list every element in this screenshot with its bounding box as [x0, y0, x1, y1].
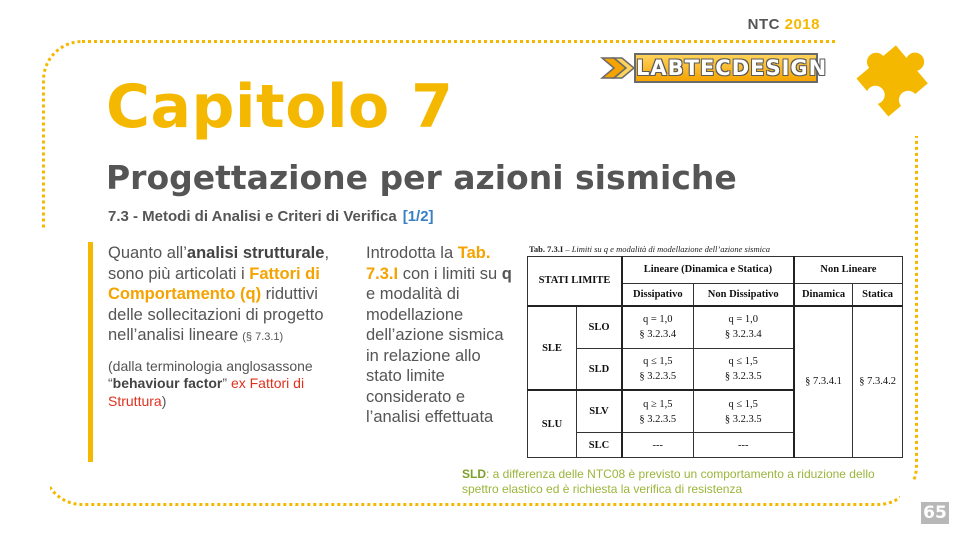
header-dissipativo: Dissipativo	[622, 283, 693, 306]
chevron-icon	[600, 56, 636, 80]
header-lineare: Lineare (Dinamica e Statica)	[622, 257, 794, 284]
row-slv: SLV	[577, 390, 623, 432]
header-dinamica: Dinamica	[794, 283, 853, 306]
accent-bar	[88, 242, 93, 462]
terminology-note: (dalla terminologia anglosassone “behaviour factor” ex Fattori di Struttura)	[108, 357, 313, 409]
row-slu: SLU	[528, 390, 577, 457]
page-number: 65	[921, 502, 949, 524]
section-heading: 7.3 - Metodi di Analisi e Criteri di Verifica [1/2]	[108, 208, 434, 225]
ntc-label: NTC 2018	[747, 16, 820, 33]
header-stati-limite: STATI LIMITE	[528, 257, 623, 306]
logo	[600, 52, 828, 84]
footnote: SLD: a differenza delle NTC08 è previsto un comportamento a riduzione dello spettro elastico ed è richiesta la verifica di resistenza	[462, 467, 875, 496]
page-indicator: [1/2]	[402, 208, 434, 225]
table-caption: Tab. 7.3.I – Limiti su q e modalità di modellazione dell’azione sismica	[529, 244, 771, 254]
section-reference: (§ 7.3.1)	[242, 331, 284, 343]
row-slo: SLO	[577, 306, 623, 348]
table-row: SLD q ≤ 1,5 § 3.2.3.5 q ≤ 1,5 § 3.2.3.5	[528, 348, 903, 390]
puzzle-icon	[842, 30, 934, 122]
header-statica: Statica	[853, 283, 903, 306]
logo-text: LABTECDESIGN	[634, 53, 818, 83]
page-title: Capitolo 7	[106, 72, 454, 142]
text-column-middle: Introdotta la Tab. 7.3.I con i limiti su q e modalità di modellazione dell’azione sismica in relazione allo stato limite considerato e l’analisi effettuata	[366, 244, 512, 426]
text-column-left: Quanto all’analisi strutturale, sono più articolati i Fattori di Comportamento (q) riduttivi delle sollecitazioni di progetto nell’analisi lineare (§ 7.3.1) (dalla terminologia anglosassone “behaviour factor” ex Fattori di Struttura)	[108, 243, 348, 410]
table-row: SLE SLO q = 1,0 § 3.2.3.4 q = 1,0 § 3.2.3.4 § 7.3.4.1 § 7.3.4.2	[528, 306, 903, 348]
page-subtitle: Progettazione per azioni sismiche	[106, 158, 737, 197]
table-row: SLU SLV q ≥ 1,5 § 3.2.3.5 q ≤ 1,5 § 3.2.3.5	[528, 390, 903, 432]
frame-gap-left	[40, 230, 50, 500]
header-non-dissipativo: Non Dissipativo	[693, 283, 794, 306]
limits-table	[527, 256, 903, 458]
cell-statica: § 7.3.4.2	[853, 306, 903, 458]
cell-dinamica: § 7.3.4.1	[794, 306, 853, 458]
table-row: SLC --- ---	[528, 433, 903, 458]
row-slc: SLC	[577, 433, 623, 458]
row-sld: SLD	[577, 348, 623, 390]
row-sle: SLE	[528, 306, 577, 391]
header-non-lineare: Non Lineare	[794, 257, 903, 284]
